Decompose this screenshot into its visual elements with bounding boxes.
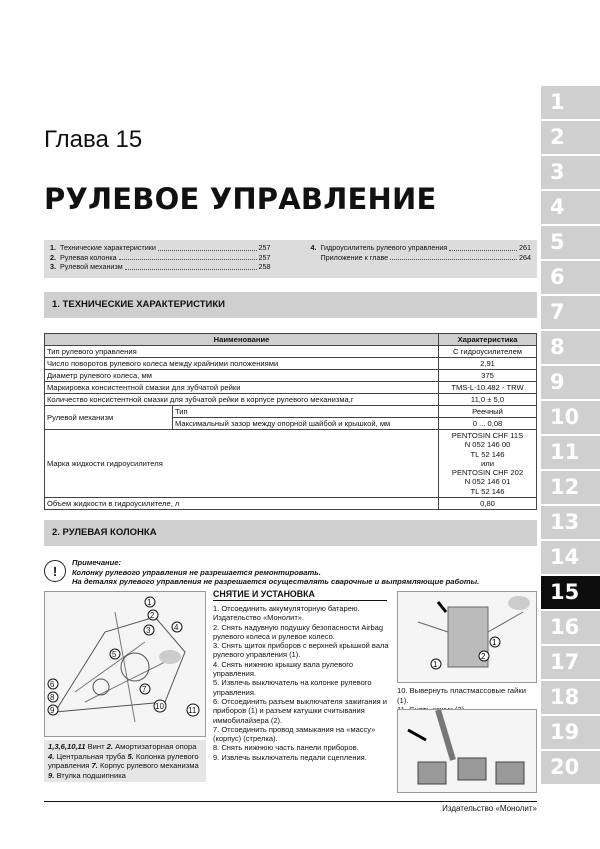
list-item: 1. Отсоединить аккумуляторную батарею. Издательство «Монолит». xyxy=(213,604,360,623)
chapter-tab: 2 xyxy=(541,121,600,154)
table-header-row xyxy=(45,334,537,346)
toc-right xyxy=(291,243,532,275)
svg-text:9: 9 xyxy=(50,706,55,715)
chapter-tab: 6 xyxy=(541,261,600,294)
toc-item: 4. Гидроусилитель рулевого управления 261 xyxy=(310,243,531,252)
toc-left xyxy=(50,243,291,275)
chapter-tab: 20 xyxy=(541,751,600,784)
toc-item: 2. Рулевая колонка 257 xyxy=(50,252,271,262)
figure-caption: 1,3,6,10,11 Винт 2. Амортизаторная опора 4. Центральная труба 5. Колонка рулевого управления 7. Корпус рулевого механизма 9. Втулка подшипника xyxy=(44,740,206,782)
chapter-tab: 5 xyxy=(541,226,600,259)
note-box xyxy=(44,558,537,587)
chapter-tab: 3 xyxy=(541,156,600,189)
table-row: Маркировка консистентной смазки для зубчатой рейки TMS-L-10.482 - TRW xyxy=(45,382,537,394)
table-row: Диаметр рулевого колеса, мм 375 xyxy=(45,370,537,382)
svg-text:6: 6 xyxy=(50,680,55,689)
chapter-title: РУЛЕВОЕ УПРАВЛЕНИЕ xyxy=(44,182,437,216)
toc-item: Приложение к главе 264 xyxy=(320,252,531,262)
steps-list xyxy=(213,604,389,762)
list-item: 7. Отсоединить провод замыкания на «массу» (корпус) (стрелка). xyxy=(213,724,376,744)
chapter-tab: 4 xyxy=(541,191,600,224)
footer-publisher: Издательство «Монолит» xyxy=(442,804,537,813)
footer-rule xyxy=(44,801,537,802)
chapter-tab: 14 xyxy=(541,541,600,574)
table-row: Максимальный зазор между опорной шайбой и крышкой, мм 0 ... 0,08 xyxy=(45,418,537,430)
list-item: 3. Снять щиток приборов с верхней крышкой вала рулевого управления (1). xyxy=(213,641,389,660)
chapter-tab: 13 xyxy=(541,506,600,539)
figure-caption: 10. Вывернуть пластмассовые гайки (1). xyxy=(397,686,526,705)
list-item: 5. Извлечь выключатель на колонке рулевого управления. xyxy=(213,678,372,697)
chapter-tab: 16 xyxy=(541,611,600,644)
chapter-tab: 10 xyxy=(541,401,600,434)
section-heading: 2. РУЛЕВАЯ КОЛОНКА xyxy=(44,520,537,546)
chapter-tab: 9 xyxy=(541,366,600,399)
svg-text:1: 1 xyxy=(433,660,438,669)
chapter-tab: 12 xyxy=(541,471,600,504)
pedals-photo xyxy=(397,709,537,793)
chapter-tab: 18 xyxy=(541,681,600,714)
spec-table xyxy=(44,333,537,510)
chapter-label: Глава 15 xyxy=(44,126,143,153)
photo-watermark-icon xyxy=(159,650,181,664)
table-row: Рулевой механизм Тип Реечный xyxy=(45,406,537,418)
list-item: 4. Снять нижнюю крышку вала рулевого управления. xyxy=(213,659,354,679)
svg-text:3: 3 xyxy=(146,626,151,635)
list-item: 9. Извлечь выключатель педали сцепления. xyxy=(213,752,367,762)
list-item: 6. Отсоединить разъем выключателя зажигания и приборов (1) и разъем катушки считывания иммобилайзера (2). xyxy=(213,696,387,725)
chapter-tab: 19 xyxy=(541,716,600,749)
svg-text:10: 10 xyxy=(155,702,164,711)
table-row: Число поворотов рулевого колеса между крайними положениями 2,91 xyxy=(45,358,537,370)
column-header: Наименование xyxy=(45,334,439,346)
svg-text:7: 7 xyxy=(142,685,147,694)
chapter-tab: 1 xyxy=(541,86,600,119)
svg-text:1: 1 xyxy=(492,638,497,647)
chapter-tabs xyxy=(541,86,600,786)
table-row: Тип рулевого управления С гидроусилителем xyxy=(45,346,537,358)
warning-icon: ! xyxy=(44,560,66,582)
svg-text:2: 2 xyxy=(481,652,486,661)
steps-heading: СНЯТИЕ И УСТАНОВКА xyxy=(213,589,387,601)
svg-text:4: 4 xyxy=(174,623,179,632)
table-row: Объем жидкости в гидроусилителе, л 0,80 xyxy=(45,498,537,510)
svg-text:5: 5 xyxy=(112,650,117,659)
chapter-tab: 7 xyxy=(541,296,600,329)
table-row: Марка жидкости гидроусилителя PENTOSIN CHF 11S N 052 146 00 TL 52 146 или PENTOSIN CHF 202 N 052 146 01 TL 52 146 xyxy=(45,430,537,498)
column-header: Характеристика xyxy=(439,334,537,346)
toc-item: 1. Технические характеристики 257 xyxy=(50,243,271,252)
steering-cover-photo xyxy=(397,591,537,683)
note-text: Примечание: Колонку рулевого управления не разрешается ремонтировать. На деталях рулевого управления не разрешается осуществлять сварочные и выпрямляющие работы. xyxy=(72,558,480,587)
chapter-tab: 15 xyxy=(541,576,600,609)
table-row: Количество консистентной смазки для зубчатой рейки в корпусе рулевого механизма,г 11,0 ± 5,0 xyxy=(45,394,537,406)
list-item: 2. Снять надувную подушку безопасности Airbag рулевого колеса и рулевое колесо. xyxy=(213,622,383,641)
table-of-contents xyxy=(44,240,537,278)
steering-column-diagram xyxy=(44,591,206,737)
chapter-tab: 8 xyxy=(541,331,600,364)
toc-item: 3. Рулевой механизм 258 xyxy=(50,262,271,271)
svg-text:11: 11 xyxy=(188,706,197,715)
svg-text:8: 8 xyxy=(50,693,55,702)
chapter-tab: 17 xyxy=(541,646,600,679)
svg-text:2: 2 xyxy=(150,611,155,620)
photo-watermark-icon xyxy=(508,596,530,610)
section-heading: 1. ТЕХНИЧЕСКИЕ ХАРАКТЕРИСТИКИ xyxy=(44,292,537,318)
chapter-tab: 11 xyxy=(541,436,600,469)
svg-text:1: 1 xyxy=(147,598,152,607)
list-item: 8. Снять нижнюю часть панели приборов. xyxy=(213,743,359,753)
